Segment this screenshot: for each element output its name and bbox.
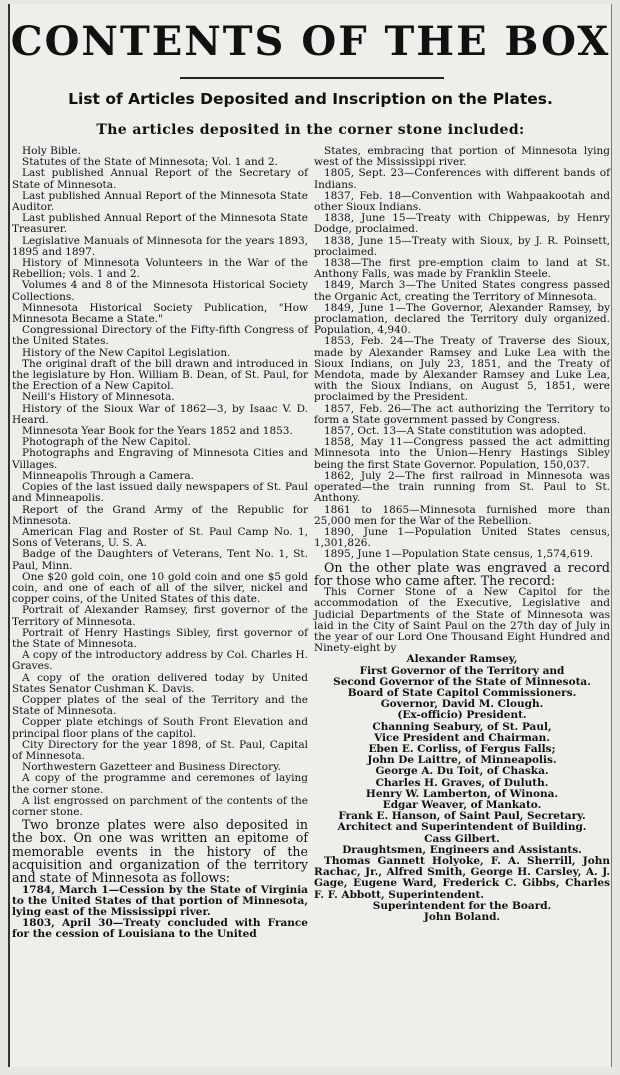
event-item: 1838, June 15—Treaty with Chippewas, by Henry Dodge, proclaimed. bbox=[314, 212, 610, 236]
article-item: Copper plate etchings of South Front Elevation and principal floor plans of the capitol. bbox=[12, 716, 308, 740]
event-item: 1895, June 1—Population State census, 1,574,619. bbox=[324, 548, 594, 561]
article-item: Statutes of the State of Minnesota; Vol. 1 and 2. bbox=[22, 156, 278, 169]
event-item: 1890, June 1—Population United States census, 1,301,826. bbox=[314, 525, 610, 550]
article-item: History of Minnesota Volunteers in the War of the Rebellion; vols. 1 and 2. bbox=[12, 257, 308, 281]
other-plate-paragraph: On the other plate was engraved a record for those who came after. The record: bbox=[314, 559, 610, 588]
subheadline: List of Articles Deposited and Inscription on the Plates. bbox=[68, 90, 553, 108]
event-item: 1849, June 1—The Governor, Alexander Ramsey, by proclamation, declared the Territory duly organized. Population, 4,940. bbox=[314, 301, 610, 337]
article-item: A list engrossed on parchment of the contents of the corner stone. bbox=[12, 794, 308, 818]
article-item: History of the New Capitol Legislation. bbox=[22, 346, 231, 359]
left-events-list bbox=[12, 885, 308, 941]
headline-rule bbox=[180, 77, 444, 79]
article-item: American Flag and Roster of St. Paul Camp No. 1, Sons of Veterans, U. S. A. bbox=[12, 525, 308, 550]
article-item: Last published Annual Report of the Minnesota State Auditor. bbox=[12, 189, 308, 214]
article-item: Portrait of Henry Hastings Sibley, first governor of the State of Minnesota. bbox=[12, 626, 308, 650]
newspaper-clipping bbox=[8, 4, 612, 1067]
left-column bbox=[12, 146, 308, 941]
signatory-line: Thomas Gannett Holyoke, F. A. Sherrill, John Rachac, Jr., Alfred Smith, George H. Carsley, A. J. Gage, Eugene Ward, Frederick C. Gibbs, Charles F. F. Abbott, Superintendent. bbox=[314, 854, 610, 901]
article-item: City Directory for the year 1898, of St. Paul, Capital of Minnesota. bbox=[12, 738, 308, 762]
signatory-line: John Boland. bbox=[423, 911, 501, 923]
article-item: Badge of the Daughters of Veterans, Tent No. 1, St. Paul, Minn. bbox=[12, 548, 308, 572]
article-item: A copy of the oration delivered today by United States Senator Cushman K. Davis. bbox=[12, 671, 308, 695]
signatory-line: John De Laittre, of Minneapolis. bbox=[367, 754, 557, 767]
event-item: 1853, Feb. 24—The Treaty of Traverse des Sioux, made by Alexander Ramsey and Luke Lea with the Sioux Indians, on July 23, 1851, and the Treaty of Mendota, made by Alexander Ramsey and Luke Lea, with the Sioux Indians, on August 5, 1851, were proclaimed by the President. bbox=[314, 335, 610, 404]
article-item: A copy of the programme and ceremones of laying the corner stone. bbox=[12, 772, 308, 796]
article-item: Copies of the last issued daily newspapers of St. Paul and Minneapolis. bbox=[12, 481, 308, 505]
article-item: Congressional Directory of the Fifty-fifth Congress of the United States. bbox=[12, 324, 308, 348]
signatory-line: Eben E. Corliss, of Fergus Falls; bbox=[368, 742, 556, 755]
signatory-line: Frank E. Hanson, of Saint Paul, Secretary. bbox=[338, 810, 586, 823]
article-item: One $20 gold coin, one 10 gold coin and one $5 gold coin, and one of each of all of the silver, nickel and copper coins, of the United States of this date. bbox=[12, 570, 308, 606]
event-item: 1858, May 11—Congress passed the act admitting Minnesota into the Union—Henry Hastings Sibley being the first State Governor. Population, 150,037. bbox=[314, 436, 610, 471]
headline: CONTENTS OF THE BOX bbox=[10, 18, 611, 65]
signatory-line: Henry W. Lamberton, of Winona. bbox=[365, 787, 559, 800]
left-articles-list bbox=[12, 146, 308, 818]
signatory-line: Governor, David M. Clough. bbox=[380, 698, 544, 711]
event-item: 1849, March 3—The United States congress passed the Organic Act, creating the Territory of Minnesota. bbox=[314, 279, 610, 303]
right-events-list bbox=[314, 146, 610, 561]
event-item: 1857, Feb. 26—The act authorizing the Territory to form a State government passed by Congress. bbox=[314, 402, 610, 426]
article-item: Photographs and Engraving of Minnesota Cities and Villages. bbox=[12, 447, 308, 471]
signatory-line: First Governor of the Territory and bbox=[359, 664, 565, 677]
article-item: Minnesota Historical Society Publication, "How Minnesota Became a State." bbox=[12, 301, 308, 326]
article-item: The original draft of the bill drawn and introduced in the legislature by Hon. William B. Dean, of St. Paul, for the Erection of a New Capitol. bbox=[12, 357, 308, 393]
signatory-line: George A. Du Toit, of Chaska. bbox=[375, 765, 549, 778]
article-item: Report of the Grand Army of the Republic for Minnesota. bbox=[12, 503, 308, 527]
signatory-line: (Ex-officio) President. bbox=[397, 709, 527, 722]
article-item: Volumes 4 and 8 of the Minnesota Historical Society Collections. bbox=[12, 279, 308, 303]
signatory-line: Second Governor of the State of Minnesota. bbox=[333, 675, 591, 688]
signatory-line: Draughtsmen, Engineers and Assistants. bbox=[342, 843, 582, 856]
plates-paragraph: Two bronze plates were also deposited in the box. On one was written an epitome of memorable events in the history of the acquisition and organization of the territory and state of Minnesota as follows: bbox=[12, 817, 308, 886]
signatories-list bbox=[314, 654, 610, 923]
signatory-line: Vice President and Chairman. bbox=[374, 731, 550, 744]
article-item: History of the Sioux War of 1862—3, by Isaac V. D. Heard. bbox=[12, 402, 308, 426]
event-item: 1862, July 2—The first railroad in Minnesota was operated—the train running from St. Paul to St. Anthony. bbox=[314, 469, 610, 505]
signatory-line: Architect and Superintendent of Building. bbox=[337, 821, 587, 834]
article-item: Minnesota Year Book for the Years 1852 and 1853. bbox=[22, 425, 293, 438]
article-item: Neill's History of Minnesota. bbox=[22, 391, 175, 404]
event-item: 1857, Oct. 13—A State constitution was adopted. bbox=[324, 425, 587, 438]
event-item: 1838—The first pre-emption claim to land at St. Anthony Falls, was made by Franklin Steele. bbox=[314, 257, 610, 281]
article-item: Photograph of the New Capitol. bbox=[22, 436, 191, 449]
event-item: States, embracing that portion of Minnesota lying west of the Mississippi river. bbox=[314, 145, 610, 169]
article-item: Holy Bible. bbox=[22, 145, 81, 157]
article-item: A copy of the introductory address by Col. Charles H. Graves. bbox=[12, 649, 308, 673]
event-item: 1837, Feb. 18—Convention with Wahpaakootah and other Sioux Indians. bbox=[314, 189, 610, 214]
signatory-line: Charles H. Graves, of Duluth. bbox=[375, 776, 549, 789]
signatory-line: Edgar Weaver, of Mankato. bbox=[382, 798, 542, 811]
event-item: 1838, June 15—Treaty with Sioux, by J. R. Poinsett, proclaimed. bbox=[314, 234, 610, 258]
right-column bbox=[314, 146, 610, 923]
signatory-line: Cass Gilbert. bbox=[424, 832, 500, 845]
record-text: This Corner Stone of a New Capitol for the accommodation of the Executive, Legislative and Judicial Departments of the State of Minnesota was laid in the City of Saint Paul on the 27th day of July in the year of our Lord One Thousand Eight Hundred and Ninety-eight by bbox=[314, 586, 610, 655]
article-item: Portrait of Alexander Ramsey, first governor of the Territory of Minnesota. bbox=[12, 604, 308, 628]
signatory-line: Alexander Ramsey, bbox=[406, 653, 518, 666]
intro-line: The articles deposited in the corner stone included: bbox=[96, 122, 525, 138]
article-item: Northwestern Gazetteer and Business Directory. bbox=[22, 761, 281, 774]
signatory-line: Channing Seabury, of St. Paul, bbox=[372, 720, 552, 733]
event-item: 1784, March 1—Cession by the State of Virginia to the United States of that portion of Minnesota, lying east of the Mississippi river. bbox=[12, 883, 308, 919]
article-item: Last published Annual Report of the Secretary of State of Minnesota. bbox=[12, 167, 308, 191]
article-item: Last published Annual Report of the Minnesota State Treasurer. bbox=[12, 212, 308, 236]
article-item: Minneapolis Through a Camera. bbox=[22, 469, 194, 482]
article-item: Legislative Manuals of Minnesota for the years 1893, 1895 and 1897. bbox=[12, 234, 308, 258]
signatory-line: Superintendent for the Board. bbox=[372, 899, 552, 912]
event-item: 1861 to 1865—Minnesota furnished more than 25,000 men for the War of the Rebellion. bbox=[314, 503, 610, 527]
article-item: Copper plates of the seal of the Territory and the State of Minnesota. bbox=[12, 693, 308, 718]
event-item: 1805, Sept. 23—Conferences with different bands of Indians. bbox=[314, 167, 610, 191]
signatory-line: Board of State Capitol Commissioners. bbox=[347, 686, 577, 699]
event-item: 1803, April 30—Treaty concluded with France for the cession of Louisiana to the United bbox=[12, 917, 308, 941]
